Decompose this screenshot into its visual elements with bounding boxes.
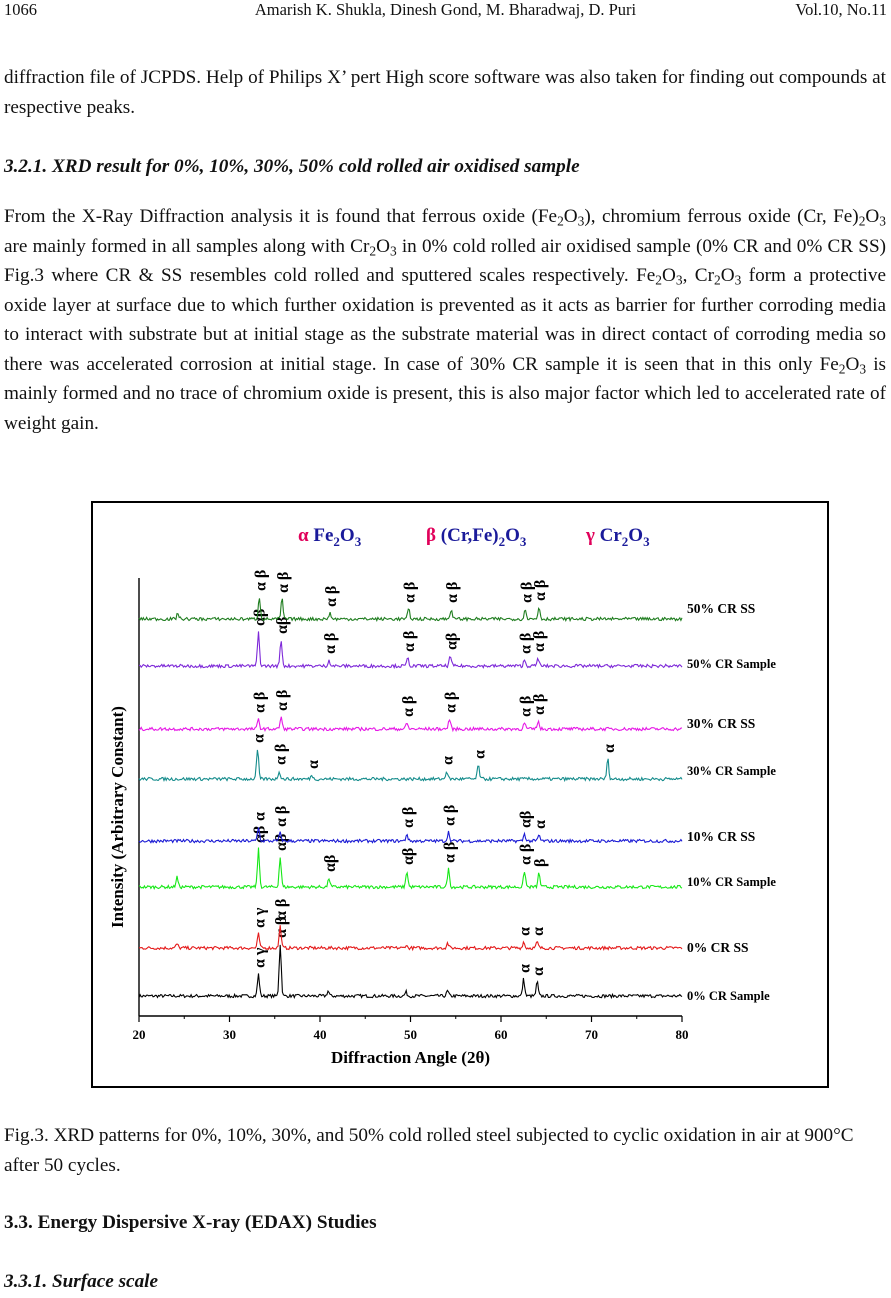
peak-annotation: α [251, 812, 269, 821]
xrd-text: , Cr [682, 265, 714, 286]
peak-annotation: α β [442, 691, 460, 713]
peak-annotation: α β [531, 630, 549, 652]
peak-annotation: α β [399, 806, 417, 828]
xrd-sub: 2 [858, 213, 866, 229]
xrd-text: O [563, 206, 578, 227]
xrd-sub: 2 [838, 360, 846, 376]
section-321-heading: 3.2.1. XRD result for 0%, 10%, 30%, 50% cold rolled air oxidised sample [4, 156, 580, 177]
figure-caption: Fig.3. XRD patterns for 0%, 10%, 30%, and 50% cold rolled steel subjected to cyclic oxidation in air at 900°C after 50 cycles. [4, 1125, 854, 1176]
peak-annotation: α β [322, 585, 340, 607]
series-line-5 [139, 750, 682, 781]
x-axis-title: Diffraction Angle (2θ) [330, 1048, 491, 1067]
section-331-heading: 3.3.1. Surface scale [4, 1271, 159, 1292]
legend-entry-3: γ $Cr_2O_3$ [586, 525, 650, 549]
peak-annotation: α γ [251, 907, 269, 928]
series-line-1 [139, 945, 682, 998]
peak-annotation: α [530, 967, 548, 976]
x-tick-label: 40 [313, 1027, 327, 1042]
peak-annotation: αβ [517, 810, 535, 828]
peak-annotation: α β [274, 689, 292, 711]
peak-annotation: α [600, 744, 618, 753]
series-label-1: 0% CR Sample [687, 989, 770, 1003]
peak-annotation: αβ [322, 854, 340, 872]
peak-annotation: α [532, 820, 550, 829]
peak-annotation: α β [399, 695, 417, 717]
x-tick-label: 80 [675, 1027, 689, 1042]
xrd-text: form a protective oxide layer at surface due to which further oxidation is prevented as it acts as barrier for further corroding media to interact with substrate but at initial stage as the substrate material was in direct contact of corroding media so there was accelerated corrosion at initial stage. In case of 30% CR sample it is seen that in this only Fe [4, 265, 887, 375]
xrd-sub: 3 [577, 213, 585, 229]
peak-annotation: α β [401, 581, 419, 603]
x-tick-label: 30 [223, 1027, 236, 1042]
xrd-text: O [865, 206, 880, 227]
peak-annotation: α [530, 927, 548, 936]
series-label-5: 30% CR Sample [687, 764, 776, 778]
peak-annotation: α [304, 760, 322, 769]
peak-annotation: α β [517, 843, 535, 865]
xrd-paragraph [4, 202, 886, 438]
peak-annotation: α β [274, 571, 292, 593]
xrd-sub: 2 [655, 272, 663, 288]
peak-annotation: α γ [251, 947, 269, 968]
peak-annotation: α β [272, 743, 290, 765]
xrd-text: ), chromium ferrous oxide (Cr, Fe) [584, 206, 859, 227]
peak-annotation: α β [444, 581, 462, 603]
xrd-sub: 2 [713, 272, 721, 288]
peak-annotation: α β [531, 693, 549, 715]
peak-annotation: α β [441, 804, 459, 826]
header-authors: Amarish K. Shukla, Dinesh Gond, M. Bharadwaj, D. Puri [254, 0, 637, 19]
xrd-text: O [720, 265, 735, 286]
peak-annotation: αβ [251, 825, 269, 843]
peak-annotation: α β [517, 695, 535, 717]
peak-annotation: α β [322, 632, 340, 654]
xrd-text: is mainly formed and no trace of chromium oxide is present, this is also major factor which led to accelerated rate of weight gain. [4, 353, 886, 434]
y-axis-title: Intensity (Arbitrary Constant) [108, 706, 127, 928]
series-label-4: 10% CR SS [687, 829, 756, 844]
series-label-2: 0% CR SS [687, 940, 749, 955]
intro-line-2: out compounds at respective peaks. [4, 67, 887, 118]
xrd-sub: 3 [879, 213, 886, 229]
xrd-text: are mainly formed in all samples along with Cr [4, 235, 370, 257]
peak-annotation: αβ [443, 632, 461, 650]
peak-annotation: α β [273, 805, 291, 827]
peak-annotation: α [439, 756, 457, 765]
xrd-sub: 3 [859, 360, 867, 376]
running-header [4, 0, 887, 24]
peak-annotation: α β [273, 898, 291, 920]
peak-annotation: α [516, 927, 534, 936]
x-tick-label: 50 [404, 1027, 417, 1042]
peak-annotation: α [250, 734, 268, 743]
peak-annotation: α β [251, 691, 269, 713]
series-line-6 [139, 717, 682, 731]
legend-entry-2: β $(Cr,Fe)_2O_3$ [426, 525, 527, 549]
series-line-4 [139, 825, 682, 843]
page-number: 1066 [4, 0, 37, 19]
peak-annotation: αβ [251, 608, 269, 626]
peak-annotation: α β [273, 916, 291, 938]
x-tick-label: 70 [585, 1027, 598, 1042]
peak-annotation: αβ [399, 847, 417, 865]
peak-annotation: αβ [273, 833, 291, 851]
xrd-text: O [662, 265, 676, 286]
peak-annotation: αβ [274, 616, 292, 634]
xrd-text: O [376, 235, 390, 257]
legend-entry-1: α $Fe_2O_3$ [298, 525, 362, 549]
xrd-text: From the X-Ray Diffraction analysis it is found that ferrous oxide (Fe [4, 206, 558, 227]
series-label-8: 50% CR SS [687, 601, 756, 616]
series-line-2 [139, 925, 682, 949]
peak-annotation: α β [441, 841, 459, 863]
intro-paragraph [4, 63, 886, 122]
x-tick-label: 60 [494, 1027, 508, 1042]
peak-annotation: α β [517, 632, 535, 654]
xrd-sub: 2 [369, 242, 377, 258]
xrd-sub: 3 [734, 272, 742, 288]
peak-annotation: α β [532, 579, 550, 601]
xrd-sub: 3 [675, 272, 683, 288]
intro-line-1: diffraction file of JCPDS. Help of Philips X’ pert High score software was also taken for finding [4, 67, 745, 88]
peak-annotation: α β [400, 630, 418, 652]
xrd-text: O [845, 353, 860, 375]
section-33-heading: 3.3. Energy Dispersive X-ray (EDAX) Studies [4, 1212, 377, 1233]
peak-annotation: α [471, 750, 489, 759]
header-volume: Vol.10, No.11 [795, 0, 887, 19]
xrd-figure [91, 501, 829, 1088]
xrd-text: in 0% cold rolled air oxidised sample (0% CR and 0% CR SS) Fig.3 where CR & SS resembles cold rolled and sputtered scales respectively. Fe [4, 235, 887, 286]
xrd-sub: 2 [557, 213, 564, 229]
series-label-3: 10% CR Sample [687, 875, 776, 889]
peak-annotation: β [532, 858, 550, 867]
x-tick-label: 20 [132, 1027, 146, 1042]
xrd-chart [93, 503, 827, 1086]
series-label-7: 50% CR Sample [687, 657, 776, 671]
series-label-6: 30% CR SS [687, 716, 756, 731]
peak-annotation: α β [518, 581, 536, 603]
peak-annotation: α β [252, 569, 270, 591]
xrd-sub: 3 [389, 242, 397, 258]
peak-annotation: α [516, 964, 534, 973]
